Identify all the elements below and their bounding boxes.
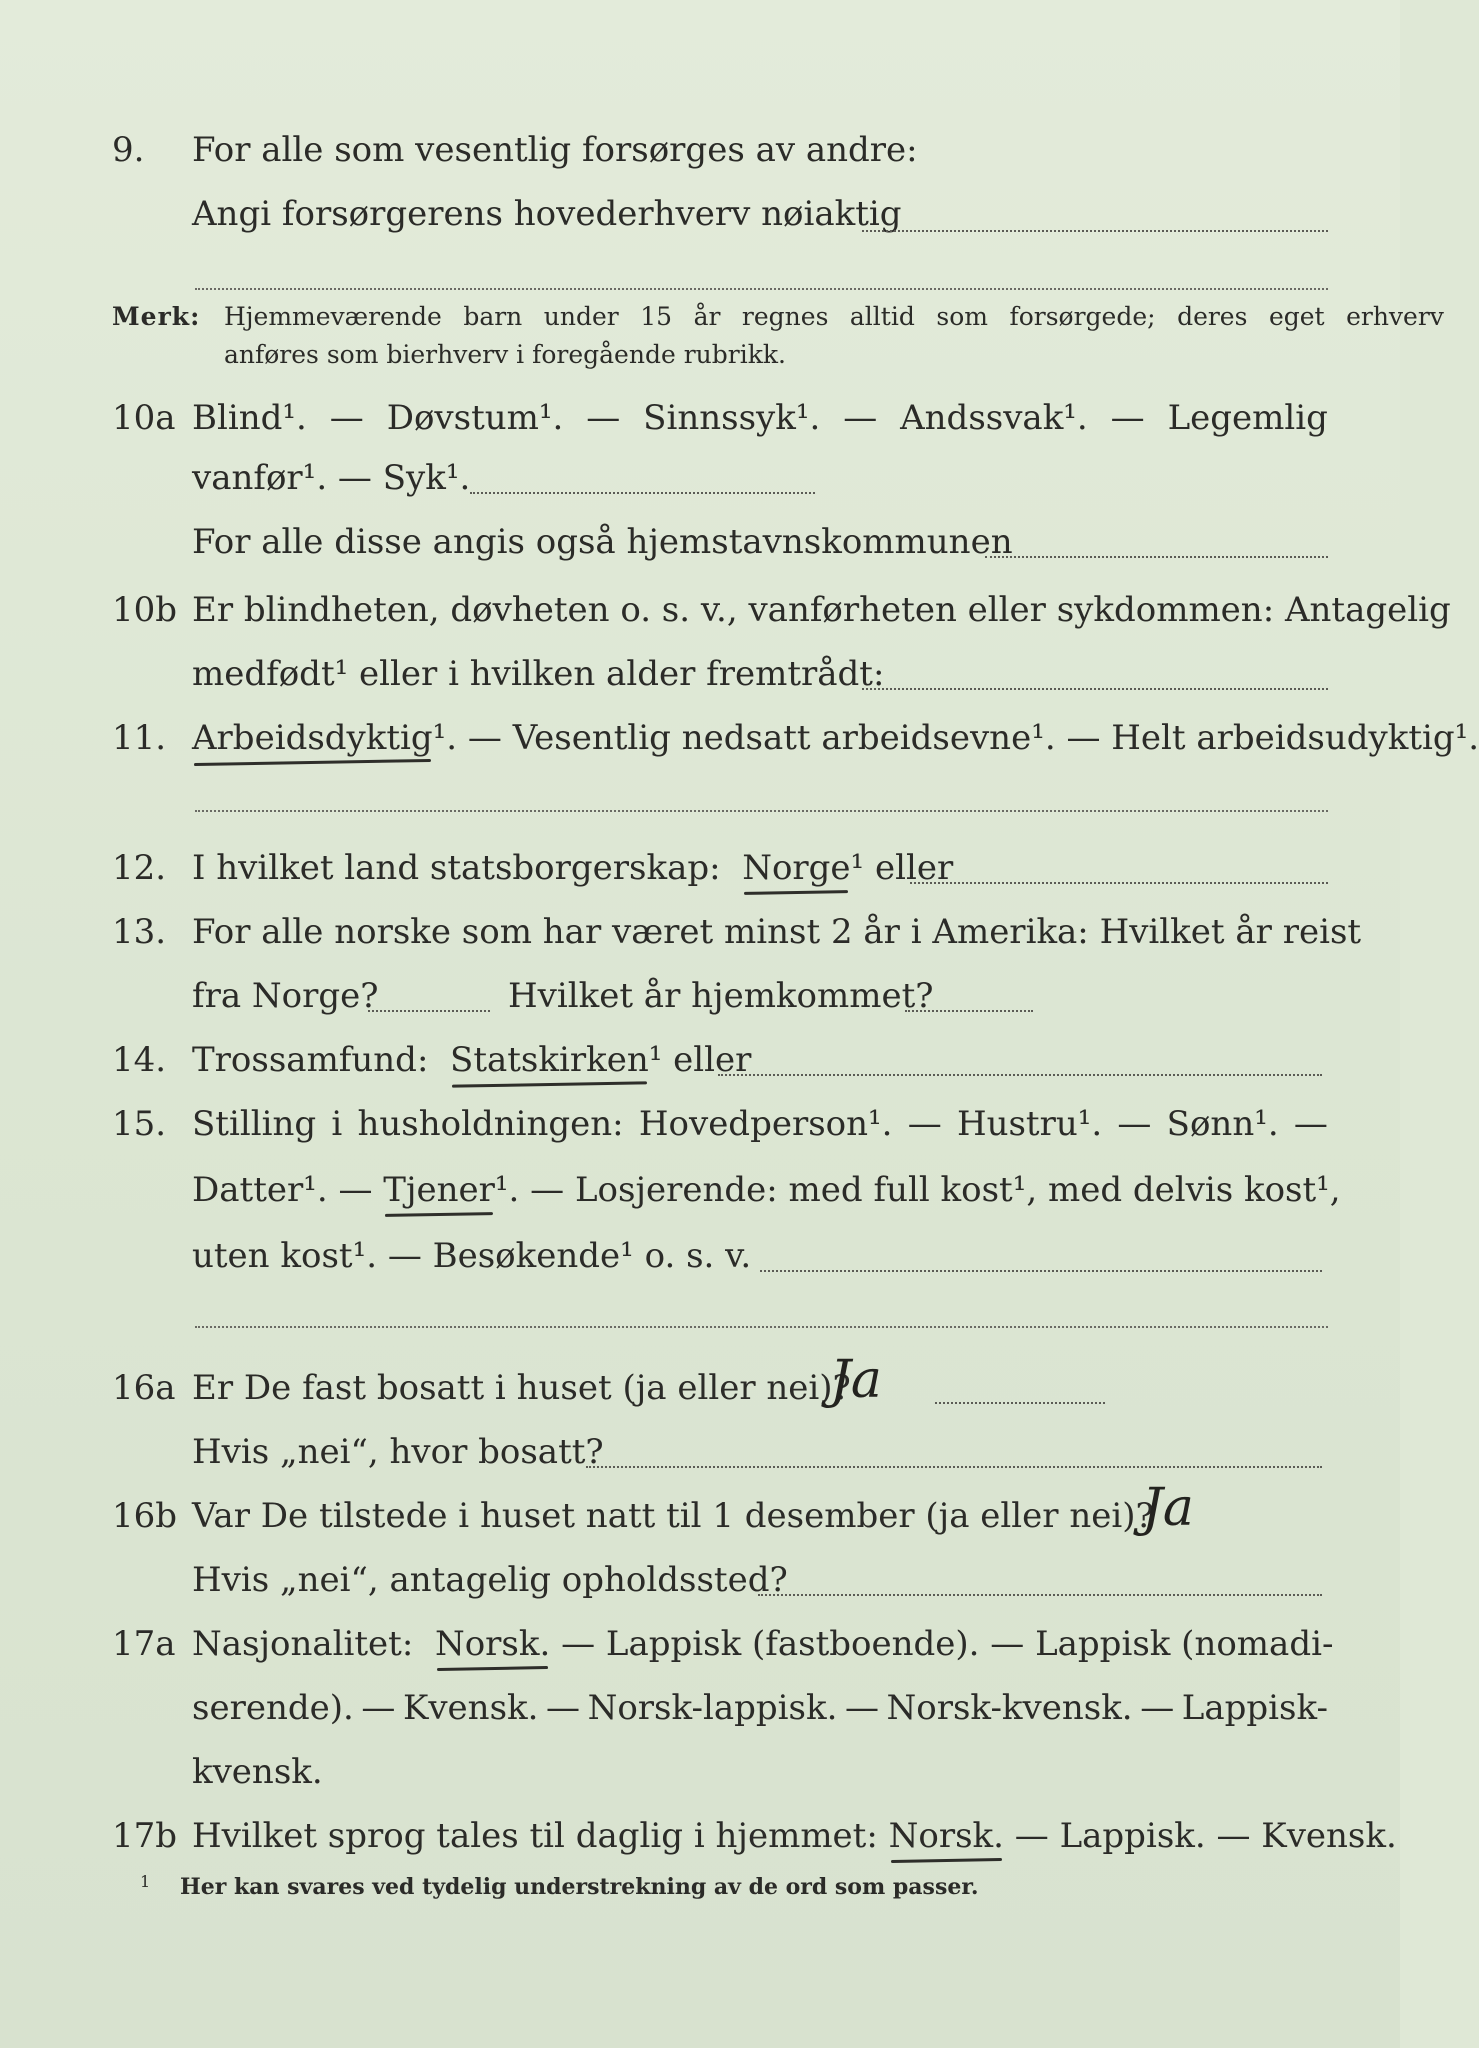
footnote-mark: 1 xyxy=(140,1872,151,1891)
question-number: 9. xyxy=(112,130,145,170)
question-text: serende). — Kvensk. — Norsk-lappisk. — Norsk-kvensk. — Lappisk- xyxy=(192,1688,1328,1728)
answer-line[interactable] xyxy=(368,1010,490,1012)
answer-line[interactable] xyxy=(862,688,1328,690)
question-number: 16b xyxy=(112,1496,178,1536)
underlined-answer[interactable]: Norsk. xyxy=(888,1816,1004,1856)
question-number: 14. xyxy=(112,1040,167,1080)
question-text: Datter¹. — Tjener¹. — Losjerende: med full kost¹, med delvis kost¹, xyxy=(192,1170,1341,1210)
underlined-answer[interactable]: Statskirken xyxy=(450,1040,649,1080)
question-text: Hvilket år hjemkommet? xyxy=(508,976,934,1016)
underlined-answer[interactable]: Tjener xyxy=(383,1170,495,1210)
question-text: Angi forsørgerens hovederhverv nøiaktig xyxy=(192,194,902,234)
question-text: Trossamfund: Statskirken¹ eller xyxy=(192,1040,752,1080)
question-number: 10b xyxy=(112,590,178,630)
question-number: 16a xyxy=(112,1368,176,1408)
question-text: Var De tilstede i huset natt til 1 desember (ja eller nei)? xyxy=(192,1496,1154,1536)
question-text: Blind¹. — Døvstum¹. — Sinnssyk¹. — Andssvak¹. — Legemlig xyxy=(192,398,1328,438)
question-text: For alle norske som har været minst 2 år i Amerika: Hvilket år reist xyxy=(192,912,1362,952)
answer-line[interactable] xyxy=(760,1270,1322,1272)
question-text: For alle disse angis også hjemstavnskommunen xyxy=(192,522,1013,562)
question-text: Hvis „nei“, hvor bosatt? xyxy=(192,1432,604,1472)
answer-line[interactable] xyxy=(586,1466,1322,1468)
question-text: Hvilket sprog tales til daglig i hjemmet: Norsk. — Lappisk. — Kvensk. xyxy=(192,1816,1397,1856)
question-number: 17a xyxy=(112,1624,176,1664)
answer-line[interactable] xyxy=(758,1594,1322,1596)
question-text: Er De fast bosatt i huset (ja eller nei)? xyxy=(192,1368,851,1408)
footnote-text: Her kan svares ved tydelig understrekning av de ord som passer. xyxy=(180,1874,979,1900)
question-number: 13. xyxy=(112,912,167,952)
question-text: Er blindheten, døvheten o. s. v., vanførheten eller sykdommen: Antagelig xyxy=(192,590,1451,630)
question-number: 11. xyxy=(112,718,167,758)
answer-line[interactable] xyxy=(718,1074,1322,1076)
answer-line[interactable] xyxy=(470,492,815,494)
question-text: vanfør¹. — Syk¹. xyxy=(192,458,471,498)
question-text: Nasjonalitet: Norsk. — Lappisk (fastboende). — Lappisk (nomadi- xyxy=(192,1624,1334,1664)
note-label: Merk: xyxy=(112,302,201,331)
answer-line[interactable] xyxy=(195,1326,1328,1328)
question-text: For alle som vesentlig forsørges av andre: xyxy=(192,130,918,170)
question-number: 15. xyxy=(112,1104,167,1144)
underlined-answer[interactable]: Arbeidsdyktig xyxy=(192,718,433,758)
answer-line[interactable] xyxy=(935,1402,1105,1404)
question-text: medfødt¹ eller i hvilken alder fremtrådt: xyxy=(192,654,885,694)
handwritten-answer[interactable]: Ja xyxy=(1142,1478,1194,1538)
answer-line[interactable] xyxy=(195,810,1328,812)
question-text: I hvilket land statsborgerskap: Norge¹ eller xyxy=(192,848,954,888)
question-text: fra Norge? xyxy=(192,976,379,1016)
question-number: 10a xyxy=(112,398,176,438)
answer-line[interactable] xyxy=(862,230,1328,232)
handwritten-answer[interactable]: Ja xyxy=(830,1350,882,1410)
answer-line[interactable] xyxy=(985,556,1328,558)
answer-line[interactable] xyxy=(195,288,1328,290)
answer-line[interactable] xyxy=(905,1010,1033,1012)
question-number: 12. xyxy=(112,848,167,888)
question-text: kvensk. xyxy=(192,1752,323,1792)
answer-line[interactable] xyxy=(910,882,1328,884)
note-line1: Hjemmeværende barn under 15 år regnes alltid som forsørgede; deres eget erhverv xyxy=(224,302,1444,331)
note-line2: anføres som bierhverv i foregående rubrikk. xyxy=(224,340,786,369)
question-text: Hvis „nei“, antagelig opholdssted? xyxy=(192,1560,788,1600)
question-number: 17b xyxy=(112,1816,178,1856)
question-text: Stilling i husholdningen: Hovedperson¹. — Hustru¹. — Sønn¹. — xyxy=(192,1104,1328,1144)
question-text: uten kost¹. — Besøkende¹ o. s. v. xyxy=(192,1236,752,1276)
question-text: Arbeidsdyktig¹. — Vesentlig nedsatt arbeidsevne¹. — Helt arbeidsudyktig¹. xyxy=(192,718,1479,758)
underlined-answer[interactable]: Norge xyxy=(742,848,851,888)
underlined-answer[interactable]: Norsk. xyxy=(434,1624,551,1664)
